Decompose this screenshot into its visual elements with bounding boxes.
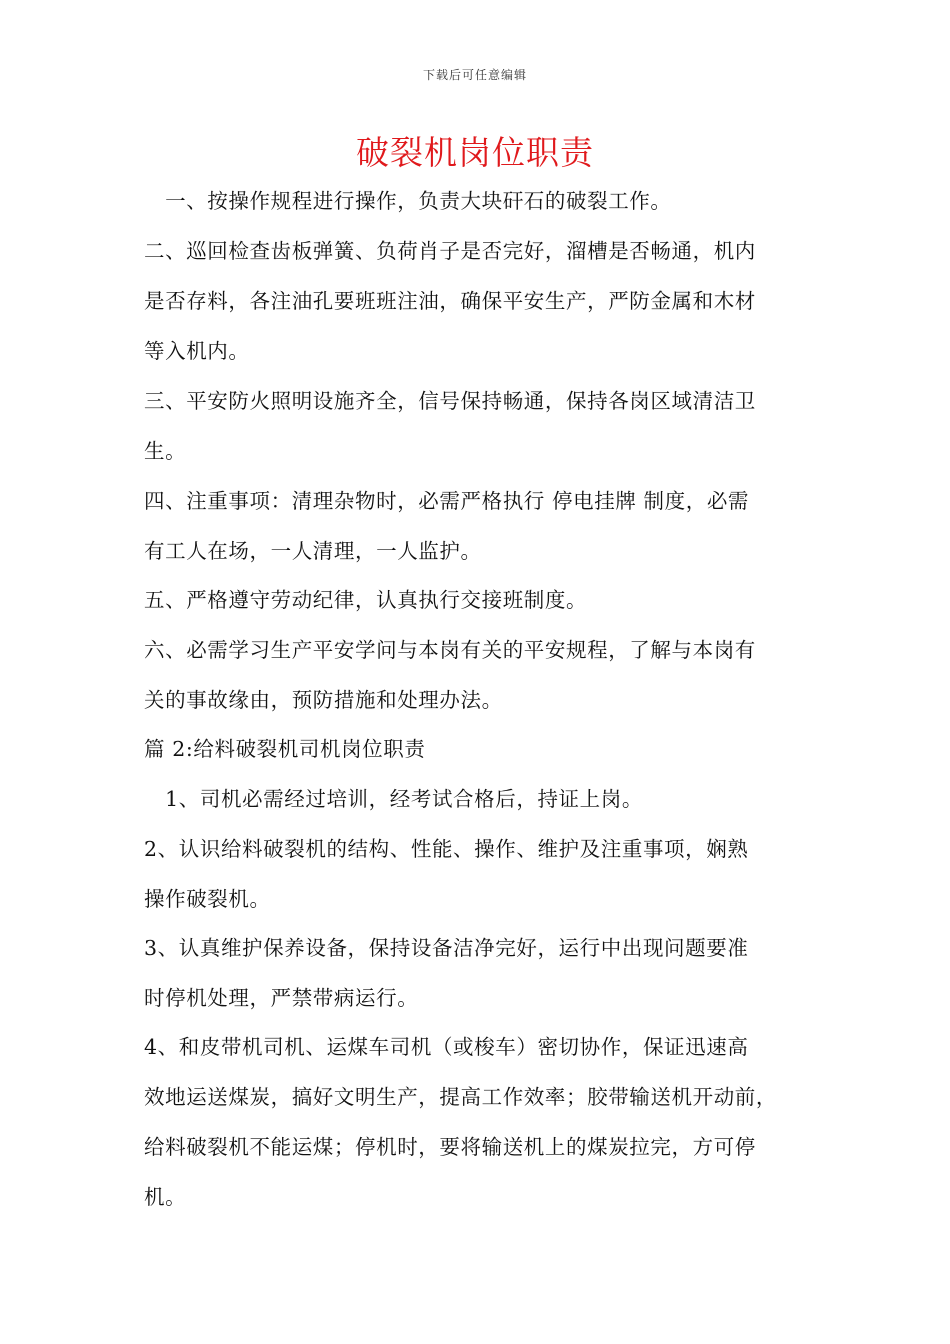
text-line: 六、必需学习生产平安学问与本岗有关的平安规程，了解与本岗有 bbox=[144, 638, 756, 662]
text-line: 等入机内。 bbox=[144, 339, 250, 363]
text-line: 有工人在场，一人清理，一人监护。 bbox=[144, 539, 482, 563]
page-title: 破裂机岗位职责 bbox=[356, 133, 594, 172]
text-line: 3、认真维护保养设备，保持设备洁净完好，运行中出现问题要准 bbox=[144, 936, 749, 960]
text-line: 4、和皮带机司机、运煤车司机（或梭车）密切协作，保证迅速高 bbox=[144, 1035, 749, 1059]
header-note: 下载后可任意编辑 bbox=[422, 68, 527, 82]
text-line: 机。 bbox=[144, 1185, 187, 1209]
text-line: 是否存料，各注油孔要班班注油，确保平安生产，严防金属和木材 bbox=[144, 289, 756, 313]
text-line: 四、注重事项：清理杂物时，必需严格执行 停电挂牌 制度，必需 bbox=[144, 489, 750, 513]
section-heading: 篇 2:给料破裂机司机岗位职责 bbox=[144, 737, 426, 761]
text-line: 关的事故缘由，预防措施和处理办法。 bbox=[144, 688, 503, 712]
text-line: 给料破裂机不能运煤；停机时，要将输送机上的煤炭拉完，方可停 bbox=[144, 1135, 756, 1159]
text-line: 三、平安防火照明设施齐全，信号保持畅通，保持各岗区域清洁卫 bbox=[144, 389, 756, 413]
text-line: 2、认识给料破裂机的结构、性能、操作、维护及注重事项，娴熟 bbox=[144, 837, 749, 861]
text-line: 二、巡回检查齿板弹簧、负荷肖子是否完好，溜槽是否畅通，机内 bbox=[144, 239, 756, 263]
text-line: 时停机处理，严禁带病运行。 bbox=[144, 986, 419, 1010]
text-line: 1、司机必需经过培训，经考试合格后，持证上岗。 bbox=[144, 787, 643, 811]
text-line: 五、严格遵守劳动纪律，认真执行交接班制度。 bbox=[144, 588, 588, 612]
text-line: 生。 bbox=[144, 439, 187, 463]
text-line: 效地运送煤炭，搞好文明生产，提高工作效率；胶带输送机开动前， bbox=[144, 1085, 777, 1109]
text-line: 操作破裂机。 bbox=[144, 887, 271, 911]
text-line: 一、按操作规程进行操作，负责大块矸石的破裂工作。 bbox=[144, 189, 672, 213]
